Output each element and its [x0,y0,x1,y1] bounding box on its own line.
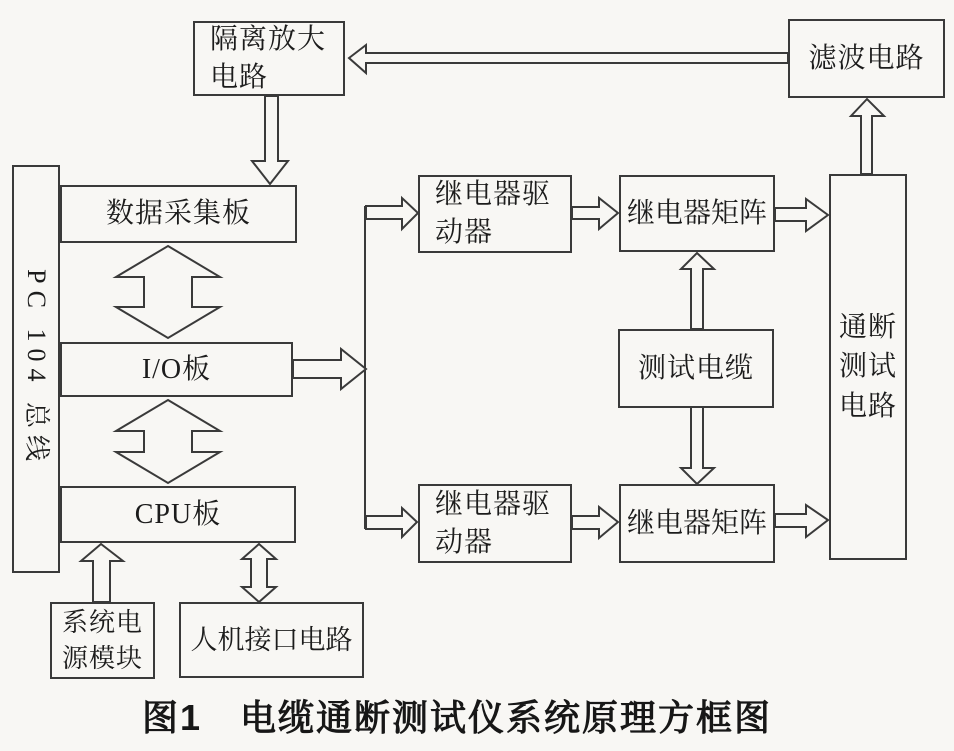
block-hmi-interface [179,602,364,678]
block-relay-matrix-top [619,175,775,252]
block-io-board [60,342,293,397]
block-test-cable [618,329,774,408]
block-relay-driver-bottom [418,484,572,563]
arrow-driver-bottom-to-matrix-bottom [572,507,618,538]
arrow-bus-to-relay-driver-bottom [366,508,417,537]
block-label: 继电器驱动器 [435,488,552,558]
block-pc104-bus [12,165,60,573]
block-label: 隔离放大电路 [210,23,327,93]
block-label: 继电器驱动器 [435,179,552,248]
arrow-driver-top-to-matrix-top [572,198,618,229]
block-label: CPU板 [134,498,222,530]
block-label: 数据采集板 [105,198,251,230]
arrow-cpu-hmi-bidirectional [242,544,276,602]
block-label: PC 104 总线 [21,269,51,469]
block-daq-board [60,185,297,243]
arrow-io-cpu-bidirectional [116,400,220,483]
block-label: 继电器矩阵 [626,197,767,229]
arrow-cable-to-matrix-top [681,253,714,329]
arrow-filter-to-isolation-amp [349,45,788,73]
arrow-cable-to-matrix-bottom [681,407,714,484]
block-label: 滤波电路 [808,42,925,74]
block-isolation-amp [193,21,345,96]
arrow-continuity-to-filter [851,99,884,174]
block-label: 通断测试电路 [839,312,898,422]
block-cpu-board [60,486,296,543]
figure-caption: 图1 电缆通断测试仪系统原理方框图 [141,697,773,738]
block-power-module [50,602,155,679]
block-relay-matrix-bottom [619,484,775,563]
arrow-bus-to-relay-driver-top [366,198,418,229]
arrow-isolation-amp-to-daq [252,96,288,184]
block-label: 测试电缆 [637,352,754,384]
block-filter [788,19,945,98]
block-label: 人机接口电路 [190,624,353,655]
arrow-power-to-cpu [81,544,123,602]
arrow-io-to-branch-bus [293,349,366,389]
block-continuity-test [829,174,907,560]
block-relay-driver-top [418,175,572,253]
arrow-daq-io-bidirectional [116,246,220,338]
arrow-matrix-bottom-to-continuity [775,505,828,537]
block-label: 继电器矩阵 [626,507,767,539]
block-label: 系统电源模块 [61,608,143,673]
arrow-matrix-top-to-continuity [775,199,828,231]
block-label: I/O板 [141,353,212,385]
